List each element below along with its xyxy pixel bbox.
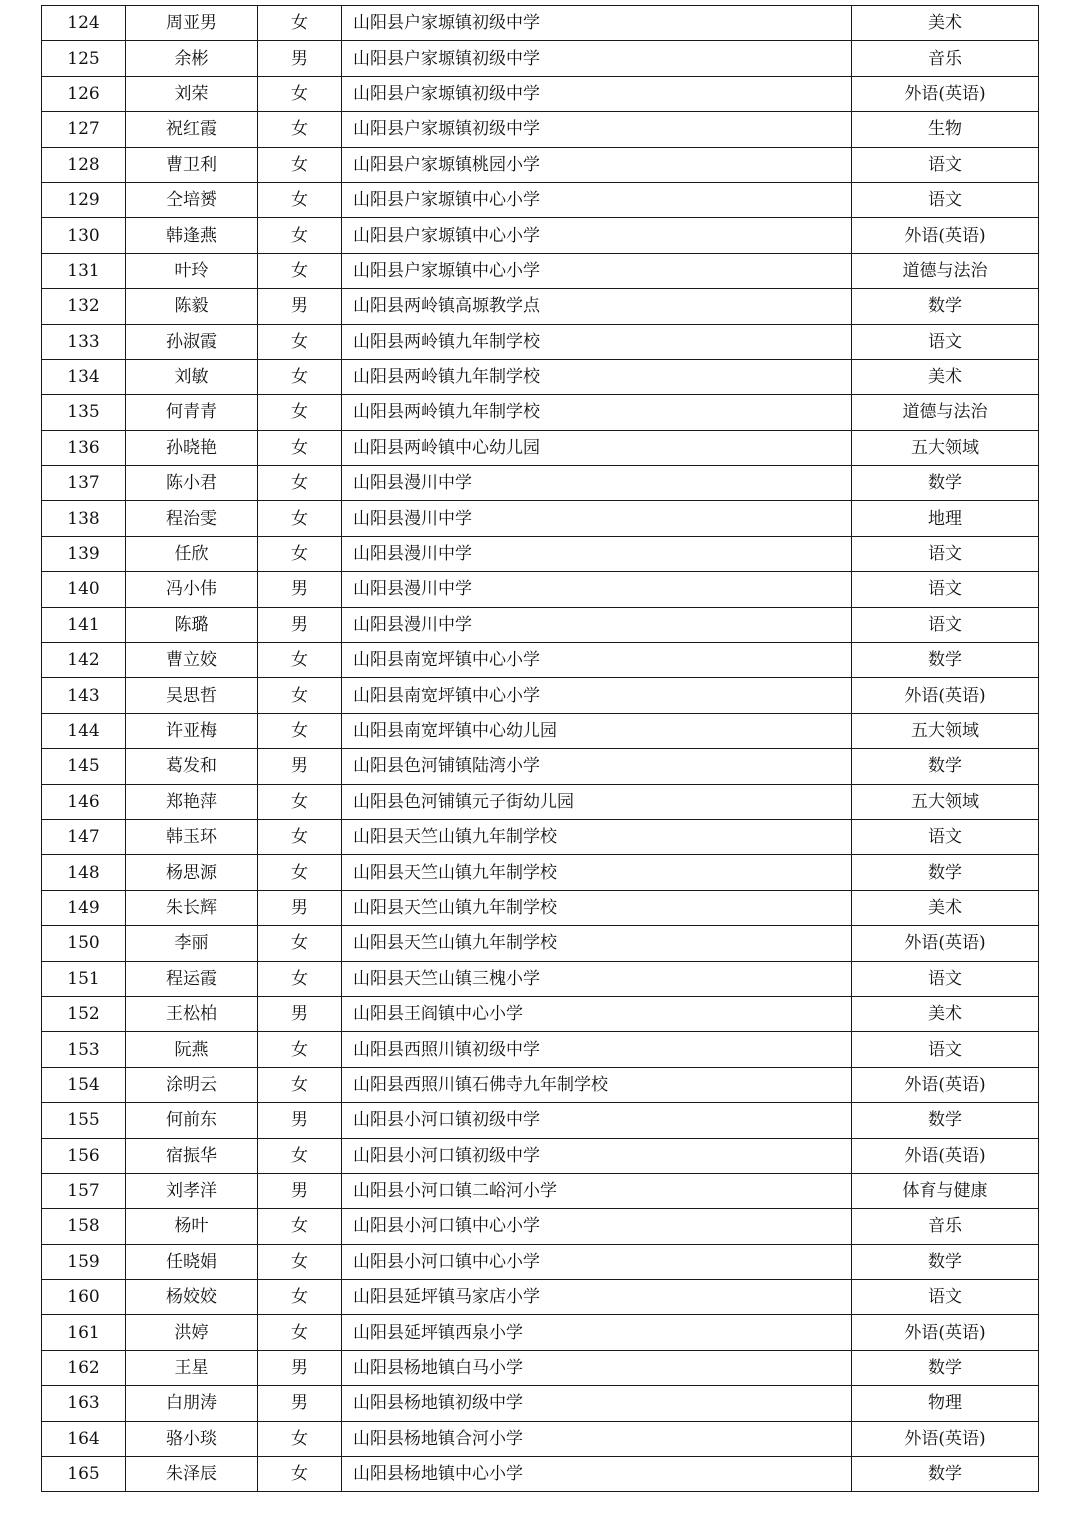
cell-subject: 数学 [852,466,1039,501]
cell-name: 任晓娟 [126,1244,258,1279]
cell-name: 韩逢燕 [126,218,258,253]
cell-name: 吴思哲 [126,678,258,713]
cell-subject: 五大领域 [852,784,1039,819]
cell-number: 146 [42,784,126,819]
table-row [42,359,1039,394]
cell-subject: 体育与健康 [852,1173,1039,1208]
cell-subject: 数学 [852,749,1039,784]
cell-number: 151 [42,961,126,996]
cell-name: 朱长辉 [126,890,258,925]
cell-gender: 女 [258,536,342,571]
cell-school: 山阳县户家塬镇初级中学 [342,112,852,147]
cell-school: 山阳县户家塬镇初级中学 [342,6,852,41]
cell-name: 宿振华 [126,1138,258,1173]
cell-subject: 数学 [852,1350,1039,1385]
cell-gender: 女 [258,395,342,430]
cell-name: 陈毅 [126,289,258,324]
cell-subject: 音乐 [852,1209,1039,1244]
cell-gender: 女 [258,1209,342,1244]
cell-number: 141 [42,607,126,642]
cell-school: 山阳县天竺山镇九年制学校 [342,819,852,854]
table-row [42,961,1039,996]
cell-school: 山阳县小河口镇初级中学 [342,1138,852,1173]
table-row [42,1421,1039,1456]
cell-subject: 语文 [852,147,1039,182]
cell-gender: 男 [258,289,342,324]
cell-subject: 数学 [852,1244,1039,1279]
cell-gender: 男 [258,41,342,76]
cell-name: 朱泽辰 [126,1457,258,1492]
cell-school: 山阳县天竺山镇九年制学校 [342,890,852,925]
cell-subject: 物理 [852,1386,1039,1421]
cell-school: 山阳县两岭镇九年制学校 [342,395,852,430]
cell-subject: 语文 [852,182,1039,217]
cell-school: 山阳县王阎镇中心小学 [342,996,852,1031]
cell-number: 158 [42,1209,126,1244]
cell-gender: 女 [258,784,342,819]
cell-school: 山阳县户家塬镇中心小学 [342,218,852,253]
cell-school: 山阳县杨地镇合河小学 [342,1421,852,1456]
table-row [42,749,1039,784]
table-row [42,607,1039,642]
cell-subject: 语文 [852,1280,1039,1315]
cell-name: 刘孝洋 [126,1173,258,1208]
table-row [42,784,1039,819]
cell-number: 137 [42,466,126,501]
cell-name: 何前东 [126,1103,258,1138]
cell-number: 128 [42,147,126,182]
table-row [42,572,1039,607]
cell-school: 山阳县小河口镇中心小学 [342,1244,852,1279]
cell-number: 135 [42,395,126,430]
cell-school: 山阳县天竺山镇九年制学校 [342,926,852,961]
cell-number: 157 [42,1173,126,1208]
cell-name: 郑艳萍 [126,784,258,819]
cell-gender: 男 [258,996,342,1031]
cell-school: 山阳县杨地镇中心小学 [342,1457,852,1492]
cell-gender: 女 [258,253,342,288]
cell-name: 王星 [126,1350,258,1385]
cell-number: 129 [42,182,126,217]
table-row [42,1209,1039,1244]
table-row [42,1173,1039,1208]
cell-number: 147 [42,819,126,854]
cell-gender: 女 [258,1138,342,1173]
cell-name: 叶玲 [126,253,258,288]
cell-subject: 数学 [852,643,1039,678]
cell-number: 165 [42,1457,126,1492]
cell-number: 145 [42,749,126,784]
table-row [42,430,1039,465]
cell-subject: 语文 [852,1032,1039,1067]
table-row [42,182,1039,217]
cell-gender: 女 [258,466,342,501]
cell-school: 山阳县南宽坪镇中心小学 [342,678,852,713]
cell-number: 162 [42,1350,126,1385]
cell-subject: 五大领域 [852,430,1039,465]
table-row [42,1103,1039,1138]
cell-subject: 道德与法治 [852,253,1039,288]
cell-number: 127 [42,112,126,147]
cell-gender: 男 [258,1173,342,1208]
cell-subject: 数学 [852,1103,1039,1138]
cell-school: 山阳县两岭镇高塬教学点 [342,289,852,324]
cell-subject: 语文 [852,536,1039,571]
cell-subject: 语文 [852,607,1039,642]
cell-school: 山阳县杨地镇白马小学 [342,1350,852,1385]
cell-school: 山阳县两岭镇九年制学校 [342,324,852,359]
cell-gender: 女 [258,324,342,359]
cell-name: 葛发和 [126,749,258,784]
cell-subject: 音乐 [852,41,1039,76]
cell-name: 涂明云 [126,1067,258,1102]
cell-gender: 女 [258,1315,342,1350]
cell-number: 132 [42,289,126,324]
cell-gender: 男 [258,1350,342,1385]
cell-number: 152 [42,996,126,1031]
table-row [42,147,1039,182]
cell-school: 山阳县小河口镇二峪河小学 [342,1173,852,1208]
cell-name: 杨叶 [126,1209,258,1244]
cell-gender: 女 [258,147,342,182]
cell-gender: 女 [258,855,342,890]
cell-school: 山阳县南宽坪镇中心幼儿园 [342,713,852,748]
cell-gender: 女 [258,1457,342,1492]
cell-school: 山阳县户家塬镇初级中学 [342,41,852,76]
teacher-roster-table [41,5,1039,1492]
table-row [42,1067,1039,1102]
cell-subject: 外语(英语) [852,1067,1039,1102]
cell-number: 155 [42,1103,126,1138]
cell-gender: 男 [258,607,342,642]
cell-gender: 女 [258,1067,342,1102]
table-row [42,466,1039,501]
cell-school: 山阳县西照川镇初级中学 [342,1032,852,1067]
cell-school: 山阳县两岭镇中心幼儿园 [342,430,852,465]
table-row [42,1138,1039,1173]
cell-name: 周亚男 [126,6,258,41]
cell-school: 山阳县西照川镇石佛寺九年制学校 [342,1067,852,1102]
cell-number: 150 [42,926,126,961]
cell-number: 124 [42,6,126,41]
cell-name: 陈璐 [126,607,258,642]
table-row [42,6,1039,41]
cell-name: 洪婷 [126,1315,258,1350]
cell-subject: 外语(英语) [852,1421,1039,1456]
roster-body [42,6,1039,1492]
cell-school: 山阳县天竺山镇九年制学校 [342,855,852,890]
cell-name: 白朋涛 [126,1386,258,1421]
cell-number: 130 [42,218,126,253]
cell-number: 138 [42,501,126,536]
cell-school: 山阳县户家塬镇中心小学 [342,182,852,217]
cell-name: 冯小伟 [126,572,258,607]
cell-school: 山阳县延坪镇西泉小学 [342,1315,852,1350]
cell-gender: 女 [258,218,342,253]
cell-number: 140 [42,572,126,607]
cell-name: 程运霞 [126,961,258,996]
cell-subject: 外语(英语) [852,1138,1039,1173]
cell-school: 山阳县延坪镇马家店小学 [342,1280,852,1315]
cell-subject: 地理 [852,501,1039,536]
cell-number: 159 [42,1244,126,1279]
cell-name: 程治雯 [126,501,258,536]
table-row [42,678,1039,713]
cell-number: 148 [42,855,126,890]
cell-gender: 女 [258,1280,342,1315]
cell-name: 孙淑霞 [126,324,258,359]
table-row [42,890,1039,925]
cell-school: 山阳县两岭镇九年制学校 [342,359,852,394]
cell-number: 134 [42,359,126,394]
cell-gender: 女 [258,6,342,41]
table-row [42,855,1039,890]
cell-gender: 女 [258,1244,342,1279]
cell-subject: 美术 [852,890,1039,925]
cell-subject: 语文 [852,572,1039,607]
cell-number: 126 [42,76,126,111]
cell-number: 154 [42,1067,126,1102]
cell-gender: 女 [258,926,342,961]
cell-subject: 外语(英语) [852,218,1039,253]
cell-school: 山阳县漫川中学 [342,572,852,607]
cell-gender: 女 [258,112,342,147]
cell-number: 163 [42,1386,126,1421]
cell-name: 曹卫利 [126,147,258,182]
cell-number: 160 [42,1280,126,1315]
table-row [42,395,1039,430]
cell-name: 何青青 [126,395,258,430]
table-row [42,1032,1039,1067]
cell-name: 骆小琰 [126,1421,258,1456]
cell-subject: 外语(英语) [852,678,1039,713]
cell-subject: 美术 [852,6,1039,41]
cell-number: 142 [42,643,126,678]
cell-gender: 女 [258,76,342,111]
cell-subject: 美术 [852,996,1039,1031]
cell-number: 156 [42,1138,126,1173]
cell-gender: 男 [258,572,342,607]
table-row [42,41,1039,76]
cell-gender: 女 [258,643,342,678]
table-row [42,819,1039,854]
cell-gender: 女 [258,501,342,536]
cell-gender: 女 [258,678,342,713]
cell-name: 余彬 [126,41,258,76]
cell-gender: 女 [258,1421,342,1456]
cell-school: 山阳县户家塬镇桃园小学 [342,147,852,182]
cell-school: 山阳县小河口镇初级中学 [342,1103,852,1138]
cell-number: 164 [42,1421,126,1456]
cell-subject: 道德与法治 [852,395,1039,430]
cell-name: 阮燕 [126,1032,258,1067]
cell-gender: 女 [258,359,342,394]
cell-name: 杨思源 [126,855,258,890]
cell-school: 山阳县户家塬镇中心小学 [342,253,852,288]
cell-number: 149 [42,890,126,925]
cell-name: 许亚梅 [126,713,258,748]
cell-school: 山阳县天竺山镇三槐小学 [342,961,852,996]
cell-number: 125 [42,41,126,76]
cell-subject: 美术 [852,359,1039,394]
cell-gender: 男 [258,890,342,925]
cell-school: 山阳县漫川中学 [342,466,852,501]
table-row [42,1386,1039,1421]
table-row [42,1244,1039,1279]
cell-subject: 数学 [852,1457,1039,1492]
table-row [42,643,1039,678]
table-row [42,1315,1039,1350]
cell-subject: 生物 [852,112,1039,147]
cell-name: 仝培赟 [126,182,258,217]
table-row [42,1280,1039,1315]
cell-subject: 语文 [852,961,1039,996]
cell-gender: 女 [258,819,342,854]
table-row [42,501,1039,536]
cell-name: 孙晓艳 [126,430,258,465]
table-row [42,76,1039,111]
cell-school: 山阳县杨地镇初级中学 [342,1386,852,1421]
cell-name: 刘敏 [126,359,258,394]
cell-number: 139 [42,536,126,571]
cell-name: 李丽 [126,926,258,961]
cell-name: 祝红霞 [126,112,258,147]
cell-subject: 语文 [852,819,1039,854]
table-row [42,218,1039,253]
cell-name: 刘荣 [126,76,258,111]
cell-number: 144 [42,713,126,748]
cell-gender: 男 [258,1386,342,1421]
cell-gender: 女 [258,713,342,748]
table-row [42,253,1039,288]
cell-gender: 女 [258,430,342,465]
cell-number: 133 [42,324,126,359]
cell-number: 143 [42,678,126,713]
table-row [42,1350,1039,1385]
cell-gender: 男 [258,749,342,784]
cell-subject: 外语(英语) [852,1315,1039,1350]
cell-subject: 五大领域 [852,713,1039,748]
cell-name: 杨姣姣 [126,1280,258,1315]
cell-school: 山阳县南宽坪镇中心小学 [342,643,852,678]
cell-number: 136 [42,430,126,465]
cell-school: 山阳县漫川中学 [342,607,852,642]
cell-name: 曹立姣 [126,643,258,678]
roster-sheet [41,5,1038,1492]
cell-gender: 女 [258,1032,342,1067]
cell-number: 161 [42,1315,126,1350]
cell-name: 任欣 [126,536,258,571]
table-row [42,713,1039,748]
cell-gender: 女 [258,961,342,996]
cell-subject: 外语(英语) [852,926,1039,961]
cell-number: 153 [42,1032,126,1067]
cell-school: 山阳县色河铺镇陆湾小学 [342,749,852,784]
cell-name: 陈小君 [126,466,258,501]
cell-school: 山阳县漫川中学 [342,536,852,571]
cell-name: 韩玉环 [126,819,258,854]
cell-subject: 语文 [852,324,1039,359]
table-row [42,996,1039,1031]
cell-subject: 数学 [852,289,1039,324]
cell-gender: 男 [258,1103,342,1138]
table-row [42,112,1039,147]
cell-number: 131 [42,253,126,288]
table-row [42,926,1039,961]
cell-subject: 外语(英语) [852,76,1039,111]
table-row [42,289,1039,324]
table-row [42,1457,1039,1492]
cell-school: 山阳县户家塬镇初级中学 [342,76,852,111]
cell-school: 山阳县色河铺镇元子街幼儿园 [342,784,852,819]
cell-subject: 数学 [852,855,1039,890]
cell-school: 山阳县小河口镇中心小学 [342,1209,852,1244]
table-row [42,324,1039,359]
cell-gender: 女 [258,182,342,217]
cell-school: 山阳县漫川中学 [342,501,852,536]
table-row [42,536,1039,571]
cell-name: 王松柏 [126,996,258,1031]
